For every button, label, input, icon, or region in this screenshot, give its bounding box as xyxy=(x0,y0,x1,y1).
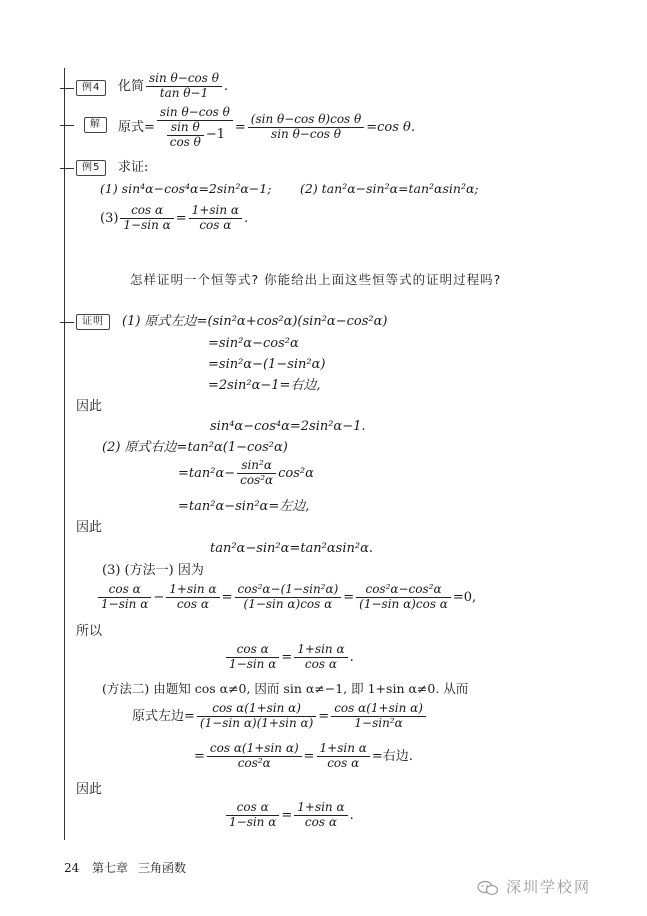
fraction-numerator: 1+sin α xyxy=(317,742,370,757)
page-number: 24 xyxy=(64,861,80,875)
solution-4-fraction-2 xyxy=(248,113,364,142)
proof-1-line-3: =sin²α−(1−sin²α) xyxy=(208,357,326,372)
fraction-numerator: cos α xyxy=(98,583,151,598)
proof-3b-therefore: 因此 xyxy=(76,782,103,797)
line-prefix: =tan²α− xyxy=(178,465,236,481)
part-3-tail: . xyxy=(244,210,249,226)
proof-2-line-2 xyxy=(178,459,314,488)
proof-2-therefore: 因此 xyxy=(76,520,103,535)
proof-3a-equation xyxy=(96,583,476,612)
nested-tail: −1 xyxy=(205,126,226,142)
fraction-denominator: (1−sin α)(1+sin α) xyxy=(199,715,314,730)
fraction-denominator: (1−sin α)cos α xyxy=(359,596,448,611)
fraction-numerator: cos²α−cos²α xyxy=(356,583,451,598)
proof-3b-equation-2 xyxy=(194,742,413,771)
proof-3a-line-1: (3) (方法一) 因为 xyxy=(102,563,204,578)
solution-4-fraction-1 xyxy=(157,106,233,149)
fraction-numerator: 1+sin α xyxy=(294,801,347,816)
equals-sign: = xyxy=(194,748,205,764)
solution-4-line xyxy=(118,106,415,149)
equation-tail: =右边. xyxy=(371,748,413,764)
equals-sign: = xyxy=(221,589,233,605)
fraction-denominator: 1−sin α xyxy=(229,814,277,829)
line-suffix: cos²α xyxy=(278,465,314,481)
fraction-denominator: 1−sin α xyxy=(123,217,171,232)
fraction-numerator: cos α(1+sin α) xyxy=(197,702,316,717)
fraction-denominator: 1−sin²α xyxy=(354,715,403,730)
fraction-numerator: sin θ−cos θ xyxy=(157,106,233,121)
fraction-denominator: cos α xyxy=(304,814,337,829)
fraction-denominator: cos α xyxy=(304,656,337,671)
proof-1-line-2: =sin²α−cos²α xyxy=(208,336,299,351)
result-tail: . xyxy=(349,649,354,665)
fraction-denominator: 1−sin α xyxy=(229,656,277,671)
fraction-denominator xyxy=(157,121,233,150)
fraction-numerator: 1+sin α xyxy=(166,583,219,598)
bracket-tick xyxy=(60,168,74,169)
proof-2-line-1: (2) 原式右边=tan²α(1−cos²α) xyxy=(102,440,288,455)
wechat-icon xyxy=(477,880,499,896)
fraction-denominator: cos α xyxy=(327,755,360,770)
proof-1-therefore: 因此 xyxy=(76,399,103,414)
proof-3a-result xyxy=(224,643,354,672)
proof-3b-equation-1 xyxy=(132,702,428,731)
example-4-tag: 例4 xyxy=(76,80,106,96)
example-5-tag: 例5 xyxy=(76,160,106,176)
fraction-denominator: cos²α xyxy=(237,755,271,770)
example-4-prefix: 化简 xyxy=(118,78,145,94)
equals-sign: = xyxy=(175,210,187,226)
proof-tag: 证明 xyxy=(76,314,110,330)
proof-3b-result xyxy=(224,801,354,830)
proof-2-line-3: =tan²α−sin²α=左边, xyxy=(178,499,310,514)
fraction-numerator: cos α(1+sin α) xyxy=(207,742,302,757)
part-3-label: (3) xyxy=(100,210,119,226)
bracket-tick xyxy=(60,88,74,89)
chapter-label: 第七章 xyxy=(92,861,129,875)
fraction-numerator: cos α xyxy=(120,204,173,219)
nested-numerator: sin θ xyxy=(167,121,204,136)
equals-sign: = xyxy=(318,708,330,724)
example-5-part-2: (2) tan²α−sin²α=tan²αsin²α; xyxy=(300,181,479,196)
fraction-numerator: (sin θ−cos θ)cos θ xyxy=(248,113,364,128)
example-4-fraction xyxy=(146,72,222,101)
proof-3b-line-1: (方法二) 由题知 cos α≠0, 因而 sin α≠−1, 即 1+sin α≠0. 从而 xyxy=(102,681,469,696)
margin-bracket-line xyxy=(64,68,65,840)
fraction-denominator: cos α xyxy=(199,217,232,232)
lhs-label: 原式左边= xyxy=(132,708,195,724)
solution-tag: 解 xyxy=(84,117,107,133)
fraction-denominator: sin θ−cos θ xyxy=(271,127,341,142)
result-tail: . xyxy=(349,807,354,823)
fraction-numerator: cos α(1+sin α) xyxy=(331,702,426,717)
equals-sign: = xyxy=(234,120,246,136)
fraction-numerator: cos α xyxy=(226,801,279,816)
equals-sign: = xyxy=(343,589,355,605)
example-5-part-1: (1) sin⁴α−cos⁴α=2sin²α−1; xyxy=(100,181,272,196)
fraction-numerator: 1+sin α xyxy=(189,204,242,219)
example-5-prefix: 求证: xyxy=(118,160,149,175)
thinking-question: 怎样证明一个恒等式? 你能给出上面这些恒等式的证明过程吗? xyxy=(130,272,502,287)
fraction-denominator: (1−sin α)cos α xyxy=(243,596,333,611)
proof-1-result: sin⁴α−cos⁴α=2sin²α−1. xyxy=(210,419,366,434)
example-5-part-3 xyxy=(100,204,248,233)
fraction-numerator: cos α xyxy=(226,643,279,658)
solution-4-lhs: 原式= xyxy=(118,120,155,136)
equation-tail: =0, xyxy=(452,589,477,605)
minus-sign: − xyxy=(153,589,165,605)
example-4-problem xyxy=(118,72,228,101)
bracket-tick xyxy=(60,322,74,323)
example-4-tail: . xyxy=(223,78,229,94)
equals-sign: = xyxy=(281,649,293,665)
equals-sign: = xyxy=(281,807,293,823)
nested-denominator: cos θ xyxy=(169,134,201,149)
proof-2-result: tan²α−sin²α=tan²αsin²α. xyxy=(210,541,373,556)
fraction-denominator: cos α xyxy=(176,596,209,611)
fraction-denominator: tan θ−1 xyxy=(159,85,209,100)
fraction-denominator: 1−sin α xyxy=(101,596,149,611)
fraction-numerator: 1+sin α xyxy=(294,643,347,658)
proof-1-line-1: (1) 原式左边=(sin²α+cos²α)(sin²α−cos²α) xyxy=(122,314,388,329)
fraction-numerator: sin²α xyxy=(237,459,276,474)
watermark-text: 深圳学校网 xyxy=(506,878,592,896)
bracket-tick xyxy=(60,125,74,126)
fraction-numerator: sin θ−cos θ xyxy=(146,72,222,87)
fraction-denominator: cos²α xyxy=(240,472,274,487)
proof-3a-therefore: 所以 xyxy=(76,624,103,639)
equals-sign: = xyxy=(303,748,315,764)
fraction-numerator: cos²α−(1−sin²α) xyxy=(235,583,342,598)
chapter-title: 三角函数 xyxy=(138,861,187,875)
proof-1-line-4: =2sin²α−1=右边, xyxy=(208,378,321,393)
solution-4-result: =cos θ. xyxy=(366,120,416,136)
